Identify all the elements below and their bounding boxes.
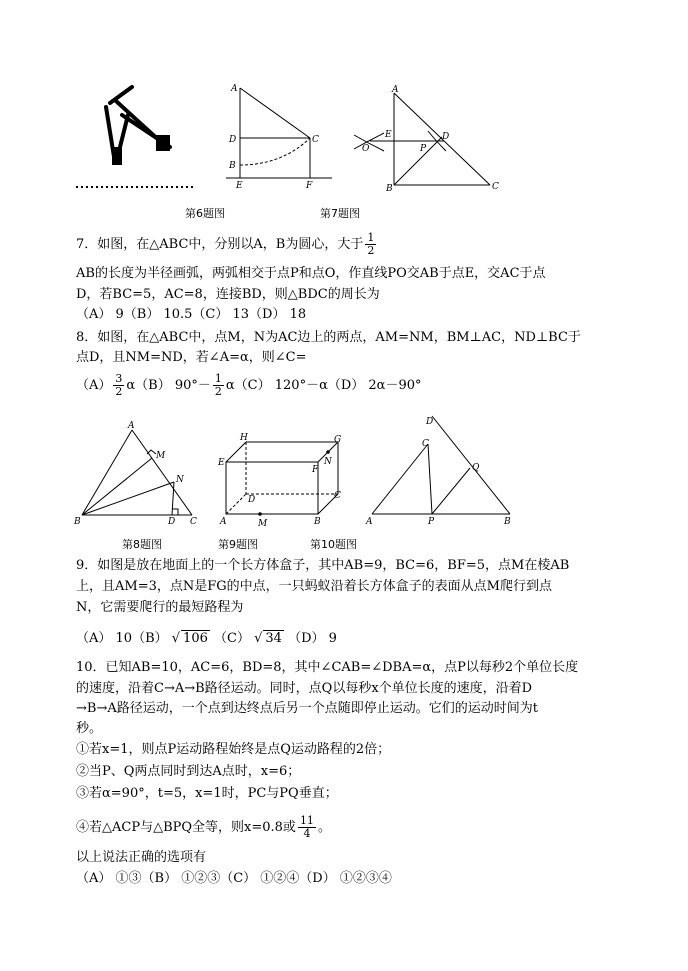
fig7a-label-d: D (229, 135, 237, 145)
fig10-label-b: B (504, 517, 511, 527)
q9-line2: 上，且AM=3，点N是FG的中点，一只蚂蚁沿着长方体盒子的表面从点M爬行到点 (76, 579, 552, 594)
caption-fig6: 第6题图 (185, 207, 225, 220)
fig10-label-d: D (426, 417, 434, 427)
q10-options: （A） ①③（B） ①②③（C） ①②④（D） ①②③④ (76, 871, 392, 886)
q10-line1: 10．已知AB=10，AC=6，BD=8，其中∠CAB=∠DBA=α，点P以每秒2个单位长度 (76, 660, 579, 675)
q10-line4: 秒。 (76, 721, 103, 736)
q8-line1: 8．如图，在△ABC中，点M，N为AC边上的两点，AM=NM，BM⊥AC，ND⊥BC于 (76, 330, 581, 345)
figure-7b (350, 85, 510, 195)
caption-fig9: 第9题图 (218, 538, 258, 551)
fig9-label-e: E (218, 458, 225, 468)
fig7b-label-d: D (442, 132, 450, 142)
fig9-label-g: G (334, 435, 342, 445)
fig9-label-b: B (314, 517, 321, 527)
fig9-label-n: N (324, 457, 332, 467)
figure-10 (362, 410, 522, 530)
fig7a-label-f: F (306, 181, 313, 191)
q10-line3: →B→A路径运动，一个点到达终点后另一个点随即停止运动。它们的运动时间为t (76, 701, 538, 716)
fig10-label-a: A (366, 517, 373, 527)
fig8-label-a: A (128, 421, 135, 431)
fig8-label-d: D (168, 517, 176, 525)
fig8-label-b: B (74, 517, 81, 525)
fig9-label-d: D (248, 495, 256, 505)
caption-fig7: 第7题图 (320, 207, 360, 220)
caption-fig8: 第8题图 (122, 538, 162, 551)
q9-line1: 9．如图是放在地面上的一个长方体盒子，其中AB=9，BC=6，BF=5，点M在棱AB (76, 558, 570, 573)
fig7a-label-e: E (236, 181, 243, 191)
q7-line1: 7．如图，在△ABC中，分别以A，B为圆心，大于 $\frac{1}{2}$ (76, 231, 375, 257)
q10-statement-4: ④若△ACP与△BPQ全等，则x=0.8或 $\frac{11}{4}$ 。 (76, 814, 331, 840)
q10-statement-1: ①若x=1，则点P运动路程始终是点Q运动路程的2倍； (76, 742, 391, 757)
fig10-label-p: P (428, 517, 435, 527)
q9-line3: N，它需要爬行的最短路程为 (76, 600, 244, 615)
q7-fraction: $\frac{1}{2}$ (367, 231, 375, 257)
fig8-label-n: N (176, 475, 184, 485)
fig9-point-n (326, 450, 330, 454)
q8-line2: 点D，且NM=ND，若∠A=α，则∠C= (76, 350, 307, 365)
q7-line3: D，若BC=5，AC=8，连接BD，则△BDC的周长为 (76, 287, 380, 302)
fig7a-label-a: A (231, 84, 238, 94)
q9-options: （A） 10（B） √ 106 （C） √ 34 （D） 9 (76, 631, 337, 646)
q7-options: （A） 9（B） 10.5（C） 13（D） 18 (76, 307, 307, 322)
fig9-label-c: C (334, 491, 341, 501)
fig10-label-q: Q (472, 463, 480, 473)
q10-prompt: 以上说法正确的选项有 (76, 850, 207, 865)
fig7b-label-e: E (385, 130, 392, 140)
q10-statement-3: ③若α=90°，t=5，x=1时，PC与PQ垂直； (76, 786, 338, 801)
figure-6 (70, 85, 200, 195)
fig7a-label-b: B (229, 161, 236, 171)
q10-statement-2: ②当P、Q两点同时到达A点时，x=6； (76, 764, 301, 779)
fig7b-label-a: A (392, 85, 399, 95)
fig7b-label-c: C (492, 182, 499, 192)
fig9-point-m (258, 512, 262, 516)
fig8-label-c: C (190, 517, 197, 525)
fig9-label-m: M (258, 519, 268, 529)
figure-8 (72, 420, 207, 525)
fig9-label-h: H (240, 433, 248, 443)
q7-line2: AB的长度为半径画弧，两弧相交于点P和点O，作直线PO交AB于点E，交AC于点 (76, 266, 546, 281)
caption-fig10: 第10题图 (310, 538, 357, 551)
fig7b-label-p: P (420, 144, 427, 154)
q10-line2: 的速度，沿着C→A→B路径运动。同时，点Q以每秒x个单位长度的速度，沿着D (76, 681, 533, 696)
fig10-label-c: C (422, 439, 429, 449)
figure-7a (222, 80, 342, 195)
fig8-label-m: M (156, 451, 166, 461)
fig7a-label-c: C (312, 135, 319, 145)
fig9-label-a: A (220, 517, 227, 527)
fig7b-label-b: B (386, 184, 393, 194)
q8-options: （A） $\frac{3}{2}$ α（B） 90°－ $\frac{1}{2}$ α（C） 120°－α（D） 2α－90° (76, 372, 422, 398)
fig9-label-f: F (312, 465, 319, 475)
figure-9 (212, 430, 352, 530)
fig7b-label-o: O (362, 144, 370, 154)
